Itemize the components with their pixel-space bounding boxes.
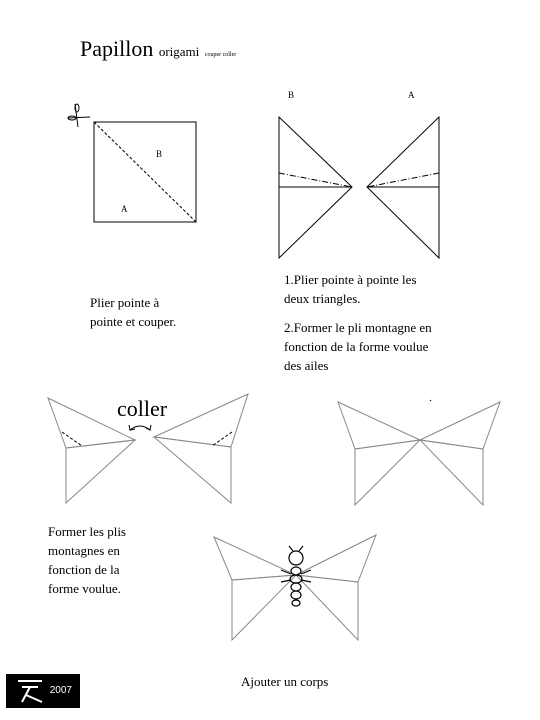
step1-caption bbox=[90, 293, 176, 331]
scissors-icon bbox=[68, 104, 90, 127]
step2-instruction-line: 2.Former le pli montagne en bbox=[284, 320, 432, 335]
logo-year: 2007 bbox=[49, 685, 72, 696]
step3-caption-line: fonction de la bbox=[48, 562, 120, 577]
step2-instruction-line: fonction de la forme voulue bbox=[284, 339, 429, 354]
step3-caption bbox=[48, 522, 126, 598]
step3-caption-line: Former les plis bbox=[48, 524, 126, 539]
title-tiny: couper coller bbox=[204, 52, 237, 58]
step2-instruction-1 bbox=[284, 270, 417, 308]
triangle-label-a: A bbox=[408, 90, 415, 100]
square-paper bbox=[94, 122, 196, 222]
triangle-left bbox=[279, 117, 352, 258]
butterfly-joined bbox=[338, 402, 500, 505]
step2-instruction-line: des ailes bbox=[284, 358, 329, 373]
coller-label: coller bbox=[117, 396, 168, 421]
title-main: Papillon bbox=[80, 36, 154, 61]
triangle-label-b: B bbox=[288, 90, 295, 100]
step2-instruction-line: 1.Plier pointe à pointe les bbox=[284, 272, 417, 287]
page-title bbox=[80, 36, 236, 62]
step3-caption-line: montagnes en bbox=[48, 543, 120, 558]
step1-caption-line: pointe et couper. bbox=[90, 314, 177, 329]
step1-caption-line: Plier pointe à bbox=[90, 295, 160, 310]
step2-instruction-2 bbox=[284, 318, 432, 375]
wing-right bbox=[154, 394, 248, 503]
author-logo bbox=[6, 674, 80, 708]
square-label-a: A bbox=[121, 204, 128, 214]
triangle-right bbox=[367, 117, 439, 258]
square-label-b: B bbox=[156, 149, 163, 159]
logo-glyph-icon bbox=[12, 674, 52, 708]
step3-caption-line: forme voulue. bbox=[48, 581, 121, 596]
title-sub: origami bbox=[158, 44, 200, 59]
step5-caption: Ajouter un corps bbox=[241, 674, 329, 689]
step2-instruction-line: deux triangles. bbox=[284, 291, 361, 306]
